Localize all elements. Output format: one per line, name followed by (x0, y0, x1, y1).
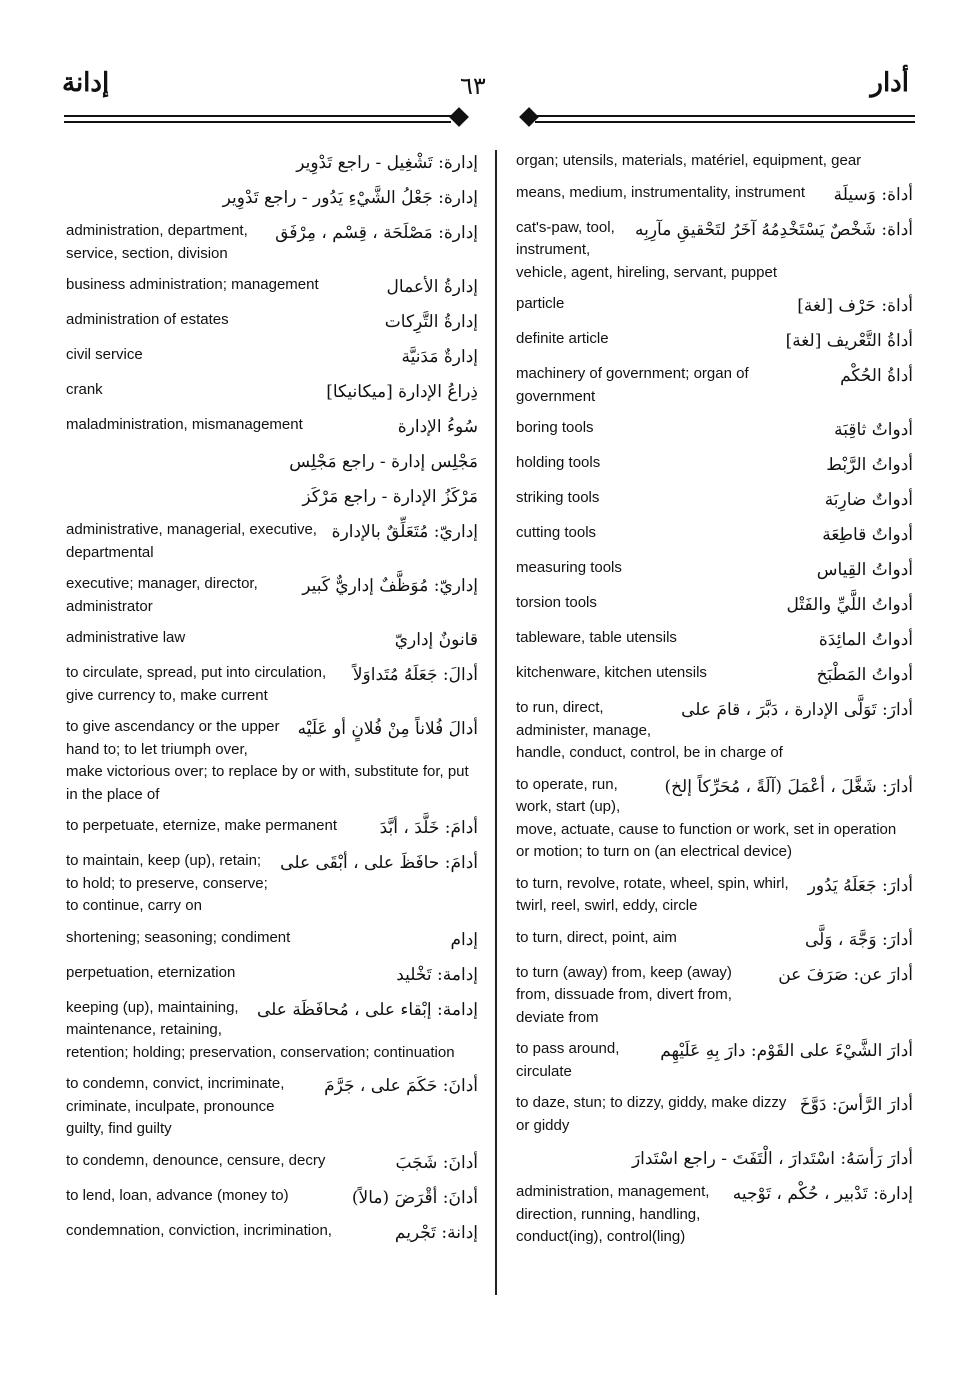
dictionary-entry (66, 573, 478, 618)
english-translation: cat's-paw, tool, instrument, vehicle, agent, hireling, servant, puppet (516, 218, 777, 281)
english-translation: administration, management, direction, running, handling, conduct(ing), control(ling) (516, 1183, 710, 1245)
dictionary-entry (516, 293, 913, 319)
header-rule-right (535, 115, 915, 123)
dictionary-entry (66, 716, 478, 806)
dictionary-entry (516, 662, 913, 688)
left-column (66, 150, 478, 1255)
dictionary-entry (516, 417, 913, 443)
arabic-headword: أدالَ: جَعَلَهُ مُتَداوَلاً (352, 665, 478, 685)
english-translation: to turn, direct, point, aim (516, 928, 677, 946)
dictionary-entry (516, 962, 913, 1030)
diamond-ornament-left (449, 107, 469, 127)
dictionary-entry (66, 662, 478, 707)
english-translation: to circulate, spread, put into circulation, give currency to, make current (66, 664, 327, 704)
dictionary-entry (516, 1146, 913, 1172)
arabic-headword: أدامَ: حافَظَ على ، أبْقَى على (280, 853, 478, 873)
english-translation: administrative law (66, 629, 186, 646)
english-translation: organ; utensils, materials, matériel, equipment, gear (516, 152, 862, 169)
arabic-headword: أدارَ رَأسَهُ: اسْتَدارَ ، الْتَفَتَ - راجع اسْتَدارَ (631, 1149, 913, 1169)
dictionary-entry (66, 220, 478, 265)
arabic-headword: أدارَ عن: صَرَفَ عن (778, 964, 913, 985)
arabic-headword: أدواتُ اللَّيِّ والفَتْل (786, 595, 913, 615)
arabic-headword: أدانَ: شَجَبَ (395, 1152, 478, 1173)
dictionary-entry (516, 557, 913, 583)
arabic-headword: قانونٌ إداريّ (394, 630, 478, 650)
arabic-headword: أداةُ الحُكْم (840, 366, 913, 386)
arabic-headword: سُوءُ الإدارة (397, 417, 478, 437)
guide-word-right: أدار (870, 68, 909, 98)
dictionary-entry (66, 850, 478, 918)
arabic-headword: إدارةُ الأعمال (386, 277, 478, 297)
dictionary-entry (66, 1220, 478, 1246)
english-translation: to daze, stun; to dizzy, giddy, make dizzy or giddy (516, 1094, 787, 1134)
arabic-headword: إدارة: جَعْلُ الشَّيْءِ يَدُور - راجع تَدْوِير (222, 188, 478, 208)
english-translation: business administration; management (66, 276, 319, 293)
column-divider (495, 150, 497, 1295)
arabic-headword: مَجْلِس إدارة - راجع مَجْلِس (289, 452, 478, 472)
arabic-headword: أداة: حَرْف [لغة] (797, 296, 913, 316)
arabic-headword: أدانَ: حَكَمَ على ، جَرَّمَ (324, 1076, 478, 1096)
dictionary-entry (66, 1150, 478, 1176)
english-translation: boring tools (516, 419, 594, 436)
dictionary-entry (516, 697, 913, 765)
dictionary-entry (66, 379, 478, 405)
english-translation: to turn (away) from, keep (away) from, dissuade from, divert from, deviate from (516, 963, 732, 1026)
dictionary-entry (516, 627, 913, 653)
dictionary-entry (66, 627, 478, 653)
arabic-headword: أدواتٌ ثاقِبَة (834, 420, 913, 440)
english-translation: to turn, revolve, rotate, wheel, spin, whirl, twirl, reel, swirl, eddy, circle (516, 874, 789, 914)
english-translation: administration, department, service, section, division (66, 222, 248, 262)
arabic-headword: أداة: شَخْصٌ يَسْتَخْدِمُهُ آخَرُ لتَحْقيقِ مآرِبِه (634, 219, 913, 240)
dictionary-entry (66, 185, 478, 211)
english-translation: kitchenware, kitchen utensils (516, 664, 707, 681)
right-column (516, 150, 913, 1258)
dictionary-entry (516, 873, 913, 918)
english-translation: to perpetuate, eternize, make permanent (66, 817, 337, 834)
arabic-headword: أدواتُ المائِدَة (818, 630, 913, 650)
dictionary-entry (516, 217, 913, 285)
english-translation: measuring tools (516, 559, 622, 576)
english-translation: executive; manager, director, administrator (66, 575, 258, 615)
arabic-headword: ذِراعُ الإدارة [ميكانيكا] (326, 382, 478, 402)
dictionary-entry (66, 1073, 478, 1141)
english-translation: condemnation, conviction, incrimination, (66, 1221, 332, 1239)
dictionary-entry (66, 344, 478, 370)
english-translation: holding tools (516, 454, 601, 471)
arabic-headword: أدامَ: خَلَّدَ ، أبَّدَ (379, 818, 478, 838)
english-translation: striking tools (516, 489, 600, 506)
dictionary-entry (516, 328, 913, 354)
dictionary-entry (66, 309, 478, 335)
arabic-headword: أدالَ فُلاناً مِنْ فُلانٍ أو عَلَيْه (297, 719, 478, 739)
dictionary-entry (516, 592, 913, 618)
dictionary-entry (516, 522, 913, 548)
dictionary-entry (66, 414, 478, 440)
dictionary-entry (516, 1181, 913, 1249)
dictionary-entry (66, 449, 478, 475)
arabic-headword: أدواتُ المَطْبَخ (816, 665, 913, 685)
english-translation: tableware, table utensils (516, 629, 677, 646)
dictionary-entry (66, 997, 478, 1065)
arabic-headword: إدامة: إبْقاء على ، مُحافَظَة على (256, 999, 478, 1020)
header-rule-left (64, 115, 451, 123)
arabic-headword: أدواتُ القِياس (816, 560, 913, 580)
arabic-headword: إدارة: تَشْغِيل - راجع تَدْوِير (296, 153, 478, 173)
english-translation: administration of estates (66, 311, 229, 328)
english-translation: particle (516, 295, 565, 312)
arabic-headword: أداةُ التَّعْريف [لغة] (785, 331, 913, 351)
dictionary-entry (516, 1038, 913, 1083)
english-translation: civil service (66, 346, 143, 363)
dictionary-entry (66, 274, 478, 300)
arabic-headword: مَرْكَزُ الإدارة - راجع مَرْكَز (302, 487, 478, 507)
arabic-headword: إدارةٌ مَدَنيَّة (401, 347, 478, 367)
arabic-headword: إدارة: تَدْبير ، حُكْم ، تَوْجيه (732, 1184, 913, 1204)
arabic-headword: أدارَ الرَّأسَ: دَوَّخَ (799, 1095, 913, 1115)
guide-word-left: إدانة (62, 68, 110, 98)
arabic-headword: أدارَ: شَغَّلَ ، أعْمَلَ (آلَةً ، مُحَرِّكاً إلخ) (664, 776, 913, 797)
english-translation: keeping (up), maintaining, maintenance, retaining, retention; holding; preservation, conservation; continuation (66, 998, 455, 1061)
dictionary-entry (516, 363, 913, 408)
dictionary-entry (516, 927, 913, 953)
arabic-headword: أدانَ: أقْرَضَ (مالاً) (351, 1187, 478, 1208)
english-translation: administrative, managerial, executive, departmental (66, 521, 317, 561)
english-translation: to run, direct, administer, manage, handle, conduct, control, be in charge of (516, 699, 783, 761)
english-translation: machinery of government; organ of government (516, 365, 749, 405)
arabic-headword: أدارَ الشَّيْءَ على القَوْم: دارَ بِهِ عَلَيْهِم (660, 1041, 913, 1061)
arabic-headword: أدواتُ الرَّبْط (826, 455, 913, 475)
english-translation: cutting tools (516, 524, 597, 541)
english-translation: shortening; seasoning; condiment (66, 928, 291, 946)
english-translation: to operate, run, work, start (up), move, actuate, cause to function or work, set in operation or motion; to turn on (an electrical device) (516, 775, 897, 860)
dictionary-entry (66, 815, 478, 841)
dictionary-entry (516, 774, 913, 864)
english-translation: means, medium, instrumentality, instrument (516, 183, 805, 201)
dictionary-entry (66, 150, 478, 176)
english-translation: to maintain, keep (up), retain; to hold; to preserve, conserve; to continue, carry on (66, 852, 268, 914)
dictionary-entry (516, 182, 913, 208)
arabic-headword: إدارةُ التَّرِكات (384, 312, 478, 332)
dictionary-entry (66, 962, 478, 988)
english-translation: perpetuation, eternization (66, 963, 236, 981)
english-translation: to condemn, denounce, censure, decry (66, 1151, 326, 1169)
dictionary-entry (516, 1092, 913, 1137)
english-translation: maladministration, mismanagement (66, 416, 303, 433)
english-translation: crank (66, 381, 103, 398)
arabic-headword: إداريّ: مُتَعَلِّقٌ بالإدارة (331, 522, 478, 542)
dictionary-entry (516, 150, 913, 173)
english-translation: to pass around, circulate (516, 1040, 620, 1080)
arabic-headword: إدامة: تَخْليد (396, 964, 478, 985)
dictionary-entry (66, 484, 478, 510)
dictionary-entry (516, 452, 913, 478)
arabic-headword: أدواتٌ ضارِبَة (824, 490, 913, 510)
dictionary-entry (66, 927, 478, 953)
dictionary-entry (66, 1185, 478, 1211)
arabic-headword: إدانة: تَجْريم (394, 1222, 478, 1243)
english-translation: torsion tools (516, 594, 597, 611)
arabic-headword: إدام (450, 929, 478, 950)
english-translation: to give ascendancy or the upper hand to; to let triumph over, make victorious over; to replace by or with, substitute for, put in the place of (66, 718, 469, 803)
arabic-headword: أدارَ: وَجَّهَ ، وَلَّى (804, 929, 913, 950)
arabic-headword: أدارَ: تَوَلَّى الإدارة ، دَبَّرَ ، قامَ على (681, 700, 913, 720)
english-translation: to condemn, convict, incriminate, criminate, inculpate, pronounce guilty, find guilty (66, 1075, 285, 1137)
dictionary-entry (66, 519, 478, 564)
arabic-headword: أدواتٌ قاطِعَة (822, 525, 913, 545)
arabic-headword: أداة: وَسيلَة (833, 184, 913, 205)
dictionary-entry (516, 487, 913, 513)
arabic-headword: إدارة: مَصْلَحَة ، قِسْم ، مِرْفَق (275, 223, 478, 243)
page-number: ٦٣ (460, 72, 486, 100)
english-translation: to lend, loan, advance (money to) (66, 1186, 289, 1204)
arabic-headword: إداريّ: مُوَظَّفٌ إداريٌّ كَبير (302, 576, 478, 596)
english-translation: definite article (516, 330, 609, 347)
arabic-headword: أدارَ: جَعَلَهُ يَدُور (807, 875, 913, 896)
